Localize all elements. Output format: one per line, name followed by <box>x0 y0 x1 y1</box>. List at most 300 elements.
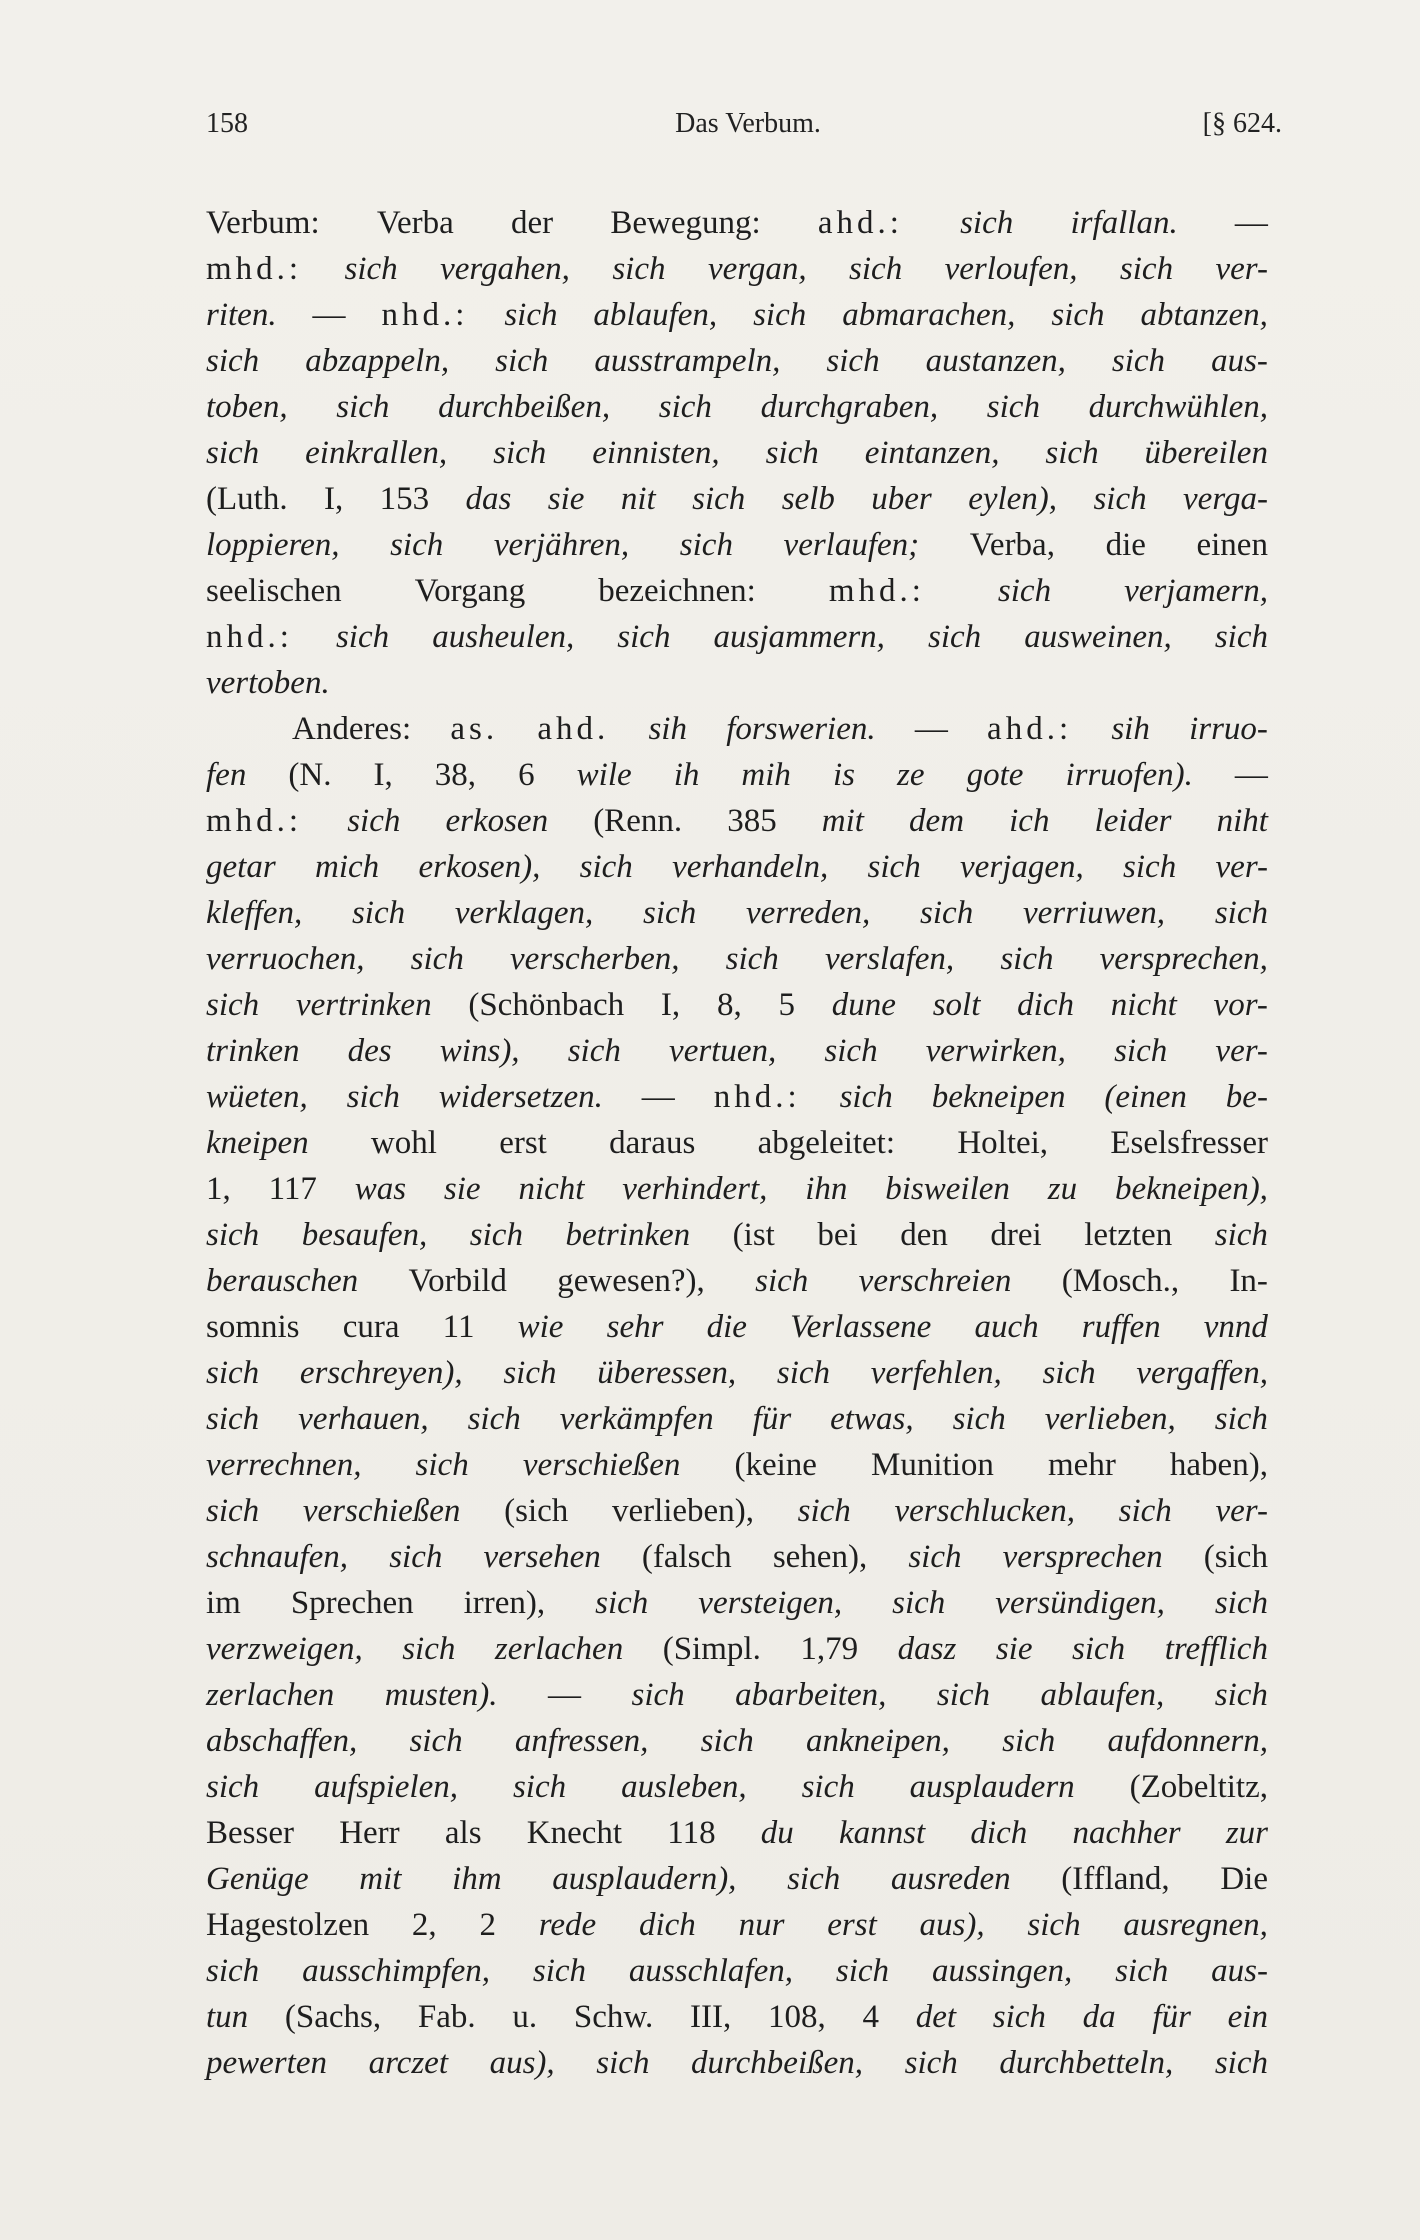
word: sich <box>920 895 974 931</box>
word: sich <box>1214 1401 1268 1437</box>
word: eintanzen, <box>864 435 1000 471</box>
word: Verba <box>376 205 454 241</box>
word: verzweigen, <box>206 1631 363 1667</box>
word: als <box>444 1815 482 1851</box>
word: be- <box>1225 1079 1268 1115</box>
word: fen <box>206 757 247 793</box>
word: aus- <box>1211 1953 1268 1989</box>
word: sich <box>1093 481 1147 517</box>
word: bekneipen), <box>1114 1171 1268 1207</box>
word: is <box>832 757 855 793</box>
word: Schw. <box>573 1999 654 2035</box>
word: sich <box>643 895 697 931</box>
text-line <box>206 1672 1268 1718</box>
word: drei <box>990 1217 1042 1253</box>
text-line <box>206 430 1268 476</box>
word: (Zobeltitz, <box>1129 1769 1268 1805</box>
word: cura <box>342 1309 400 1345</box>
word: dich <box>638 1907 696 1943</box>
word: tun <box>206 1999 249 2035</box>
word: daraus <box>609 1125 696 1161</box>
word: ausschlafen, <box>628 1953 793 1989</box>
word: (Sachs, <box>284 1999 382 2035</box>
word: sich <box>753 297 807 333</box>
word: ver- <box>1215 251 1268 287</box>
word: 38, <box>434 757 477 793</box>
word: ahd.: <box>987 711 1073 747</box>
word: überessen, <box>597 1355 737 1391</box>
word: wins), <box>439 1033 520 1069</box>
word: Vorgang <box>414 573 526 609</box>
word: aus- <box>1211 343 1268 379</box>
word: Holtei, <box>957 1125 1049 1161</box>
word: getar <box>206 849 276 885</box>
word: sich <box>787 1861 841 1897</box>
word: sich <box>700 1723 754 1759</box>
word: — <box>1234 757 1268 793</box>
word: Verba, <box>969 527 1055 563</box>
word: loppieren, <box>206 527 340 563</box>
word: ausleben, <box>621 1769 747 1805</box>
word: Hagestolzen <box>206 1907 370 1943</box>
word: sich <box>206 987 260 1023</box>
word: dich <box>970 1815 1028 1851</box>
text-line <box>206 1580 1268 1626</box>
text-line <box>206 1396 1268 1442</box>
text-line <box>206 1718 1268 1764</box>
word: aufdonnern, <box>1107 1723 1268 1759</box>
text-line <box>206 2040 1268 2086</box>
word: das <box>465 481 512 517</box>
word: (Schönbach <box>468 987 625 1023</box>
word: abschaffen, <box>206 1723 358 1759</box>
word: bekneipen <box>931 1079 1066 1115</box>
word: ih <box>673 757 700 793</box>
word: nicht <box>1110 987 1177 1023</box>
word: verloufen, <box>944 251 1078 287</box>
word: sich <box>1045 435 1099 471</box>
word: musten). <box>384 1677 498 1713</box>
word: sich <box>755 1263 809 1299</box>
word: aus), <box>919 1907 985 1943</box>
text-line <box>206 1258 1268 1304</box>
word: auch <box>974 1309 1039 1345</box>
word: wohl <box>370 1125 437 1161</box>
word: sich <box>826 343 880 379</box>
page-header <box>206 108 1290 148</box>
word: sich <box>336 389 390 425</box>
word: (einen <box>1104 1079 1187 1115</box>
word: sich <box>1214 1677 1268 1713</box>
text-line <box>206 1350 1268 1396</box>
word: riten. <box>206 297 277 333</box>
word: Fab. <box>417 1999 476 2035</box>
word: sich <box>402 1631 456 1667</box>
text-line <box>206 660 1268 706</box>
text-line <box>206 200 1268 246</box>
word: sich <box>346 1079 400 1115</box>
word: selb <box>781 481 835 517</box>
word: sich <box>347 803 401 839</box>
word: uber <box>871 481 932 517</box>
text-line <box>206 1442 1268 1488</box>
word: mhd.: <box>206 251 303 287</box>
word: 8, <box>716 987 742 1023</box>
word: ahd. <box>537 711 610 747</box>
word: sich <box>1042 1355 1096 1391</box>
word: kleffen, <box>206 895 303 931</box>
word: — <box>312 297 346 333</box>
word: (sich <box>1203 1539 1268 1575</box>
word: sehen), <box>772 1539 868 1575</box>
text-line <box>206 1074 1268 1120</box>
word: sich <box>532 1953 587 1989</box>
word: versprechen <box>1002 1539 1163 1575</box>
word: verlaufen; <box>783 527 920 563</box>
word: sie <box>995 1631 1033 1667</box>
word: sich <box>658 389 712 425</box>
word: verlieben), <box>611 1493 754 1529</box>
word: aufspielen, <box>314 1769 459 1805</box>
word: arczet <box>368 2045 448 2081</box>
word: sich <box>467 1401 521 1437</box>
text-line <box>206 568 1268 614</box>
word: pewerten <box>206 2045 327 2081</box>
word: sich <box>1214 619 1268 655</box>
word: sich <box>596 2045 650 2081</box>
word: versteigen, <box>698 1585 843 1621</box>
word: Verbum: <box>206 205 320 241</box>
word: (sich <box>504 1493 569 1529</box>
word: versprechen, <box>1099 941 1268 977</box>
word: vergaffen, <box>1136 1355 1268 1391</box>
word: sich <box>997 573 1052 609</box>
word: irfallan. <box>1070 205 1178 241</box>
word: verschießen <box>302 1493 461 1529</box>
word: 117 <box>268 1171 317 1207</box>
word: leider <box>1094 803 1172 839</box>
word: sich <box>908 1539 962 1575</box>
text-line <box>206 982 1268 1028</box>
text-line <box>206 1902 1268 1948</box>
word: durchbeißen, <box>691 2045 864 2081</box>
word: vergahen, <box>440 251 570 287</box>
word: vertuen, <box>669 1033 777 1069</box>
word: ausreden <box>890 1861 1011 1897</box>
word: mhd.: <box>206 803 303 839</box>
word: sich <box>679 527 733 563</box>
text-line <box>206 1948 1268 1994</box>
word: zu <box>1047 1171 1078 1207</box>
word: zur <box>1225 1815 1268 1851</box>
word: ver- <box>1215 849 1268 885</box>
word: für <box>752 1401 792 1437</box>
word: Die <box>1220 1861 1268 1897</box>
word: Verlassene <box>790 1309 932 1345</box>
word: durchbetteln, <box>999 2045 1174 2081</box>
word: sih <box>1111 711 1150 747</box>
word: sich <box>936 1677 991 1713</box>
word: (Luth. <box>206 481 288 517</box>
word: kneipen <box>206 1125 309 1161</box>
word: trefflich <box>1164 1631 1268 1667</box>
word: nhd.: <box>206 619 293 655</box>
word: besaufen, <box>301 1217 428 1253</box>
text-line <box>206 614 1268 660</box>
word: durchwühlen, <box>1088 389 1268 425</box>
text-line <box>206 1304 1268 1350</box>
word: für <box>1152 1999 1191 2035</box>
word: sich <box>579 849 633 885</box>
word: seelischen <box>206 573 342 609</box>
word: sie <box>443 1171 481 1207</box>
word: verjamern, <box>1124 573 1268 609</box>
word: sich <box>410 941 464 977</box>
word: somnis <box>206 1309 300 1345</box>
word: sich <box>765 435 819 471</box>
word: ver- <box>1215 1493 1268 1529</box>
word: bei <box>817 1217 858 1253</box>
word: verhandeln, <box>672 849 829 885</box>
word: einen <box>1196 527 1268 563</box>
word: verklagen, <box>454 895 594 931</box>
word: nur <box>738 1907 785 1943</box>
word: verjähren, <box>493 527 630 563</box>
word: vnnd <box>1203 1309 1268 1345</box>
word: sich <box>206 435 260 471</box>
word: bezeichnen: <box>598 573 756 609</box>
word: zerlachen <box>494 1631 624 1667</box>
word: verschlucken, <box>894 1493 1075 1529</box>
word: des <box>347 1033 392 1069</box>
word: bisweilen <box>885 1171 1010 1207</box>
word: sich <box>1214 1585 1268 1621</box>
word: sich <box>849 251 903 287</box>
word: (Renn. <box>593 803 683 839</box>
word: Herr <box>339 1815 400 1851</box>
text-line <box>206 476 1268 522</box>
word: einnisten, <box>592 435 720 471</box>
word: ausjammern, <box>713 619 885 655</box>
word: Besser <box>206 1815 294 1851</box>
word: I, <box>373 757 393 793</box>
word: Bewegung: <box>610 205 761 241</box>
word: verhindert, <box>622 1171 768 1207</box>
word: vor- <box>1213 987 1268 1023</box>
word: ihn <box>805 1171 848 1207</box>
word: toben, <box>206 389 288 425</box>
word: sich <box>512 1769 567 1805</box>
word: sich <box>495 343 549 379</box>
word: sich <box>1214 1217 1268 1253</box>
word: verwirken, <box>925 1033 1066 1069</box>
word: sich <box>1119 251 1174 287</box>
word: abtanzen, <box>1140 297 1268 333</box>
word: abzappeln, <box>305 343 450 379</box>
word: der <box>511 205 554 241</box>
text-line <box>206 798 1268 844</box>
word: sich <box>1027 1907 1081 1943</box>
word: (falsch <box>641 1539 732 1575</box>
word: übereilen <box>1144 435 1268 471</box>
word: die <box>706 1309 747 1345</box>
word: sich <box>595 1585 649 1621</box>
text-line <box>206 1166 1268 1212</box>
word: ausregnen, <box>1123 1907 1268 1943</box>
word: sich <box>797 1493 851 1529</box>
page-number: 158 <box>206 108 248 139</box>
word: verfehlen, <box>870 1355 1002 1391</box>
word: sich <box>390 527 444 563</box>
word: verschreien <box>858 1263 1012 1299</box>
word: sich <box>351 895 406 931</box>
word: vertoben. <box>206 665 330 701</box>
word: was <box>354 1171 407 1207</box>
word: ahd.: <box>817 205 903 241</box>
word: sich <box>1111 343 1166 379</box>
word: ausweinen, <box>1024 619 1172 655</box>
word: sich <box>1115 1953 1169 1989</box>
word: mich <box>314 849 380 885</box>
word: nicht <box>518 1171 585 1207</box>
word: sich <box>1000 941 1054 977</box>
word: sich <box>206 343 260 379</box>
word: gote <box>966 757 1024 793</box>
word: I, <box>660 987 681 1023</box>
body-text <box>206 200 1268 2086</box>
word: In- <box>1229 1263 1268 1299</box>
word: versündigen, <box>995 1585 1165 1621</box>
word: 385 <box>727 803 777 839</box>
text-line <box>206 338 1268 384</box>
word: — <box>641 1079 675 1115</box>
word: sich <box>389 1539 443 1575</box>
word: anfressen, <box>514 1723 649 1759</box>
running-title: Das Verbum. <box>675 108 821 139</box>
word: etwas, <box>830 1401 914 1437</box>
word: ver- <box>1215 1033 1268 1069</box>
word: sich <box>867 849 921 885</box>
word: Anderes: <box>292 711 412 747</box>
word: verreden, <box>745 895 871 931</box>
word: sich <box>206 1953 260 1989</box>
word: sich <box>992 1999 1046 2035</box>
text-line <box>206 936 1268 982</box>
word: widersetzen. <box>438 1079 603 1115</box>
text-line <box>206 844 1268 890</box>
word: mit <box>359 1861 402 1897</box>
word: verschießen <box>522 1447 681 1483</box>
word: verlieben, <box>1044 1401 1176 1437</box>
word: sich <box>493 435 547 471</box>
word: sich <box>1123 849 1177 885</box>
word: 1,79 <box>800 1631 859 1667</box>
text-line <box>206 706 1268 752</box>
text-line <box>206 292 1268 338</box>
word: ablaufen, <box>593 297 718 333</box>
word: abgeleitet: <box>757 1125 896 1161</box>
text-line <box>206 1028 1268 1074</box>
word: ablaufen, <box>1040 1677 1165 1713</box>
word: dune <box>831 987 896 1023</box>
word: verga- <box>1183 481 1268 517</box>
word: dem <box>909 803 965 839</box>
word: sich <box>567 1033 621 1069</box>
word: verjagen, <box>960 849 1084 885</box>
word: erst <box>827 1907 877 1943</box>
word: sich <box>1051 297 1105 333</box>
word: as. <box>450 711 499 747</box>
word: die <box>1105 527 1146 563</box>
word: ausstrampeln, <box>594 343 781 379</box>
word: ruffen <box>1081 1309 1161 1345</box>
word: 5 <box>778 987 795 1023</box>
word: ausplaudern <box>909 1769 1075 1805</box>
text-line <box>206 1212 1268 1258</box>
word: wile <box>576 757 632 793</box>
word: wie <box>517 1309 564 1345</box>
word: ein <box>1227 1999 1268 2035</box>
word: sich <box>1214 2045 1268 2081</box>
word: sich <box>776 1355 831 1391</box>
text-line <box>206 1810 1268 1856</box>
word: sich <box>927 619 982 655</box>
word: sich <box>206 1401 260 1437</box>
word: kannst <box>839 1815 926 1851</box>
word: mehr <box>1048 1447 1116 1483</box>
word: schnaufen, <box>206 1539 349 1575</box>
word: Genüge <box>206 1861 309 1897</box>
word: (keine <box>734 1447 817 1483</box>
word: ausheulen, <box>432 619 575 655</box>
word: erst <box>499 1125 547 1161</box>
word: sich <box>986 389 1040 425</box>
word: sich <box>409 1723 463 1759</box>
word: abarbeiten, <box>735 1677 887 1713</box>
word: niht <box>1216 803 1268 839</box>
word: 108, <box>767 1999 826 2035</box>
word: sehr <box>606 1309 664 1345</box>
word: sich <box>206 1355 260 1391</box>
word: nhd.: <box>381 297 469 333</box>
text-line <box>206 522 1268 568</box>
word: aussingen, <box>931 1953 1073 1989</box>
word: verscherben, <box>509 941 680 977</box>
word: im <box>206 1585 241 1621</box>
word: haben), <box>1169 1447 1268 1483</box>
word: sich <box>725 941 779 977</box>
text-line <box>206 1534 1268 1580</box>
word: den <box>900 1217 948 1253</box>
word: Vorbild <box>408 1263 507 1299</box>
word: rede <box>538 1907 597 1943</box>
word: ihm <box>452 1861 502 1897</box>
text-line <box>206 1120 1268 1166</box>
text-line <box>206 1764 1268 1810</box>
word: — <box>914 711 948 747</box>
word: sich <box>503 1355 557 1391</box>
word: solt <box>932 987 981 1023</box>
text-line <box>206 246 1268 292</box>
word: sich <box>415 1447 469 1483</box>
word: verruochen, <box>206 941 365 977</box>
word: sich <box>904 2045 958 2081</box>
word: — <box>548 1677 581 1713</box>
word: verkämpfen <box>559 1401 714 1437</box>
word: (Iffland, <box>1061 1861 1170 1897</box>
word: eylen), <box>968 481 1058 517</box>
word: sich <box>344 251 398 287</box>
